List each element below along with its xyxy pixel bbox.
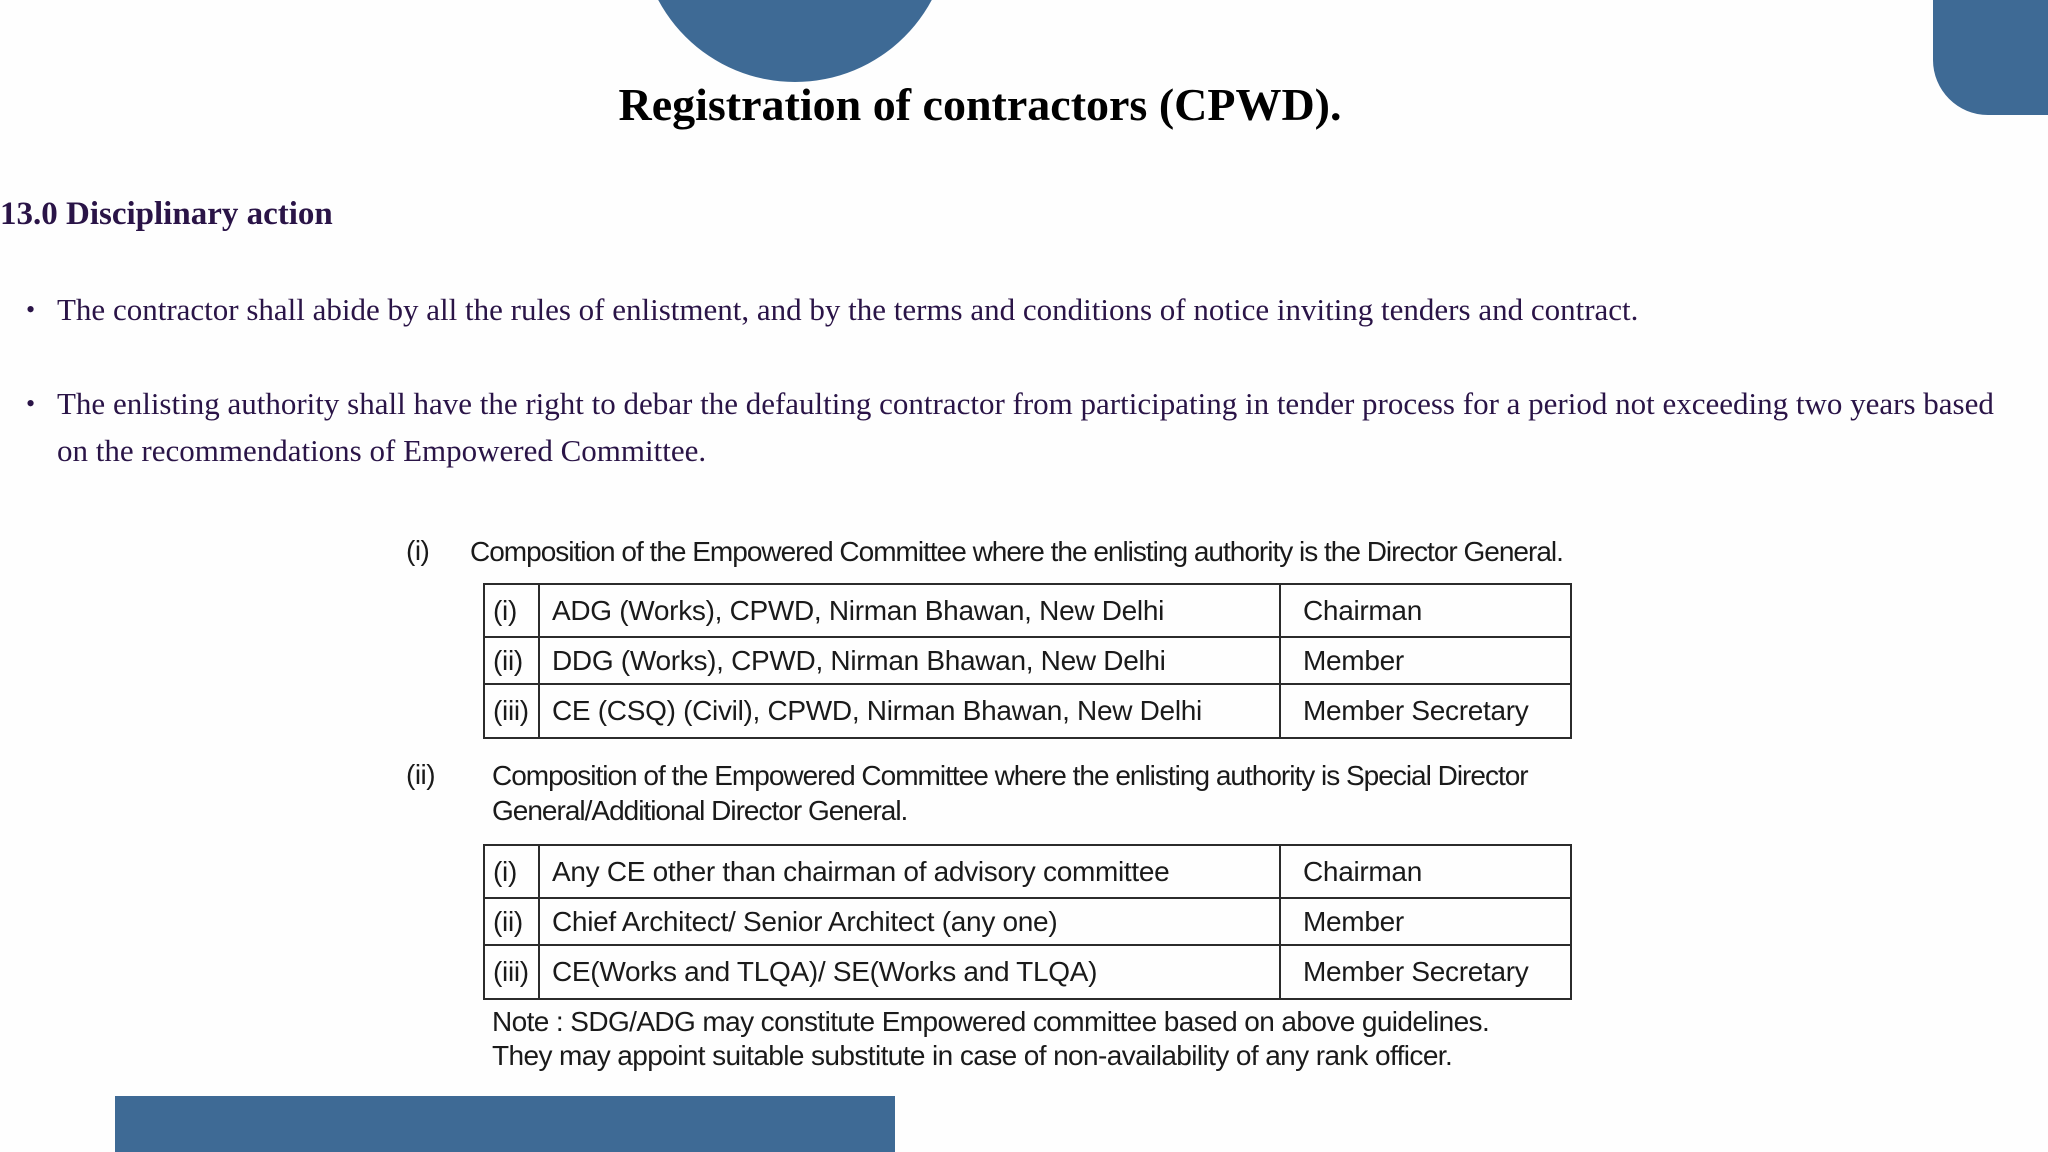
member-name: DDG (Works), CPWD, Nirman Bhawan, New Delhi	[539, 637, 1280, 684]
member-role: Member	[1280, 637, 1571, 684]
decorative-bottom-bar	[115, 1096, 895, 1152]
committee-table	[483, 844, 1572, 1000]
member-role: Chairman	[1280, 845, 1571, 898]
bullet-text: The enlisting authority shall have the right to debar the defaulting contractor from participating in tender process for a period not exceeding two years based on the recommendations of Empowered Committee.	[57, 386, 1994, 468]
bullet-text: The contractor shall abide by all the rules of enlistment, and by the terms and conditions of notice inviting tenders and contract.	[57, 292, 1639, 327]
row-number: (i)	[484, 584, 539, 637]
table-row	[484, 684, 1571, 738]
member-role: Member Secretary	[1280, 945, 1571, 999]
committee-caption: Composition of the Empowered Committee where the enlisting authority is the Director General.	[470, 536, 1563, 567]
member-name: ADG (Works), CPWD, Nirman Bhawan, New Delhi	[539, 584, 1280, 637]
row-number: (i)	[484, 845, 539, 898]
document-excerpt-image	[395, 535, 1585, 1085]
slide-title: Registration of contractors (CPWD).	[618, 79, 1342, 130]
member-name: Any CE other than chairman of advisory committee	[539, 845, 1280, 898]
member-name: Chief Architect/ Senior Architect (any one)	[539, 898, 1280, 945]
row-number: (ii)	[484, 898, 539, 945]
committee-caption-line1: Composition of the Empowered Committee where the enlisting authority is Special Director	[492, 760, 1528, 791]
row-number: (iii)	[484, 945, 539, 999]
note-line: Note : SDG/ADG may constitute Empowered committee based on above guidelines.	[492, 1006, 1490, 1037]
committee-table	[483, 583, 1572, 739]
bullet-item	[26, 380, 2016, 474]
member-role: Member Secretary	[1280, 684, 1571, 738]
bullet-icon: •	[26, 295, 36, 324]
decorative-circle	[640, 0, 950, 82]
bullet-list	[26, 286, 2016, 521]
member-name: CE (CSQ) (Civil), CPWD, Nirman Bhawan, New Delhi	[539, 684, 1280, 738]
note-text	[492, 1005, 1489, 1073]
member-role: Member	[1280, 898, 1571, 945]
table-row	[484, 845, 1571, 898]
row-number: (ii)	[484, 637, 539, 684]
row-number: (iii)	[484, 684, 539, 738]
member-name: CE(Works and TLQA)/ SE(Works and TLQA)	[539, 945, 1280, 999]
committee-number: (i)	[406, 535, 430, 566]
member-role: Chairman	[1280, 584, 1571, 637]
note-line: They may appoint suitable substitute in case of non-availability of any rank officer.	[492, 1040, 1453, 1071]
table-row	[484, 898, 1571, 945]
committee-number: (ii)	[406, 759, 436, 790]
table-row	[484, 945, 1571, 999]
bullet-icon: •	[26, 389, 36, 418]
table-row	[484, 584, 1571, 637]
bullet-item	[26, 286, 2016, 333]
committee-caption-line2: General/Additional Director General.	[492, 795, 908, 826]
table-row	[484, 637, 1571, 684]
section-heading: 13.0 Disciplinary action	[0, 196, 333, 232]
